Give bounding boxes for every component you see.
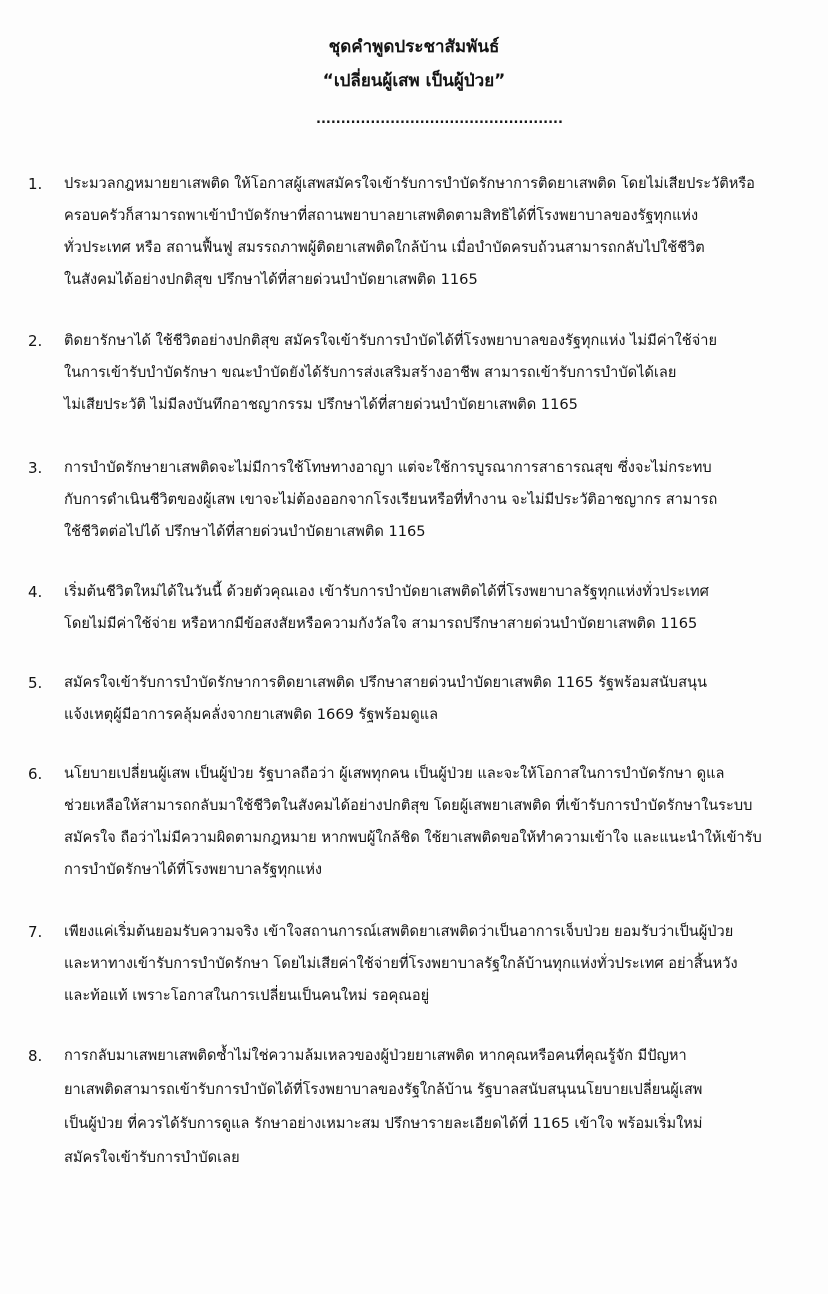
item-line: ประมวลกฎหมายยาเสพติด ให้โอกาสผู้เสพสมัครใจเข้ารับการบำบัดรักษาการติดยาเสพติด โดยไม่เสียประวัติหรือ	[64, 175, 755, 192]
item-line: ทั่วประเทศ หรือ สถานฟื้นฟู สมรรถภาพผู้ติดยาเสพติดใกล้บ้าน เมื่อบำบัดครบถ้วนสามารถกลับไปใช้ชีวิต	[64, 239, 705, 256]
dotted-divider: ..................................................	[316, 112, 563, 127]
title-line-2: “เปลี่ยนผู้เสพ เป็นผู้ป่วย”	[322, 71, 506, 91]
item-number: 3.	[28, 459, 43, 477]
item-text	[64, 452, 806, 548]
item-line: ในการเข้ารับบำบัดรักษา ขณะบำบัดยังได้รับการส่งเสริมสร้างอาชีพ สามารถเข้ารับการบำบัดได้เลย	[64, 364, 677, 381]
item-line: กับการดำเนินชีวิตของผู้เสพ เขาจะไม่ต้องออกจากโรงเรียนหรือที่ทำงาน จะไม่มีประวัติอาชญากร สามารถ	[64, 491, 718, 508]
item-line: แจ้งเหตุผู้มีอาการคลุ้มคลั่งจากยาเสพติด 1669 รัฐพร้อมดูแล	[64, 706, 439, 723]
item-line: การบำบัดรักษาได้ที่โรงพยาบาลรัฐทุกแห่ง	[64, 861, 323, 878]
item-text	[64, 325, 806, 421]
item-line: ไม่เสียประวัติ ไม่มีลงบันทึกอาชญากรรม ปรึกษาได้ที่สายด่วนบำบัดยาเสพติด 1165	[64, 396, 578, 413]
item-line: สมัครใจเข้ารับการบำบัดเลย	[64, 1149, 240, 1166]
item-line: โดยไม่มีค่าใช้จ่าย หรือหากมีข้อสงสัยหรือความกังวัลใจ สามารถปรึกษาสายด่วนบำบัดยาเสพติด 1165	[64, 615, 698, 632]
item-line: ช่วยเหลือให้สามารถกลับมาใช้ชีวิตในสังคมได้อย่างปกติสุข โดยผู้เสพยาเสพติด ที่เข้ารับการบำบัดรักษาในระบบ	[64, 797, 753, 814]
item-line: ในสังคมได้อย่างปกติสุข ปรึกษาได้ที่สายด่วนบำบัดยาเสพติด 1165	[64, 271, 478, 288]
item-line: สมัครใจ ถือว่าไม่มีความผิดตามกฎหมาย หากพบผู้ใกล้ชิด ใช้ยาเสพติดขอให้ทำความเข้าใจ และแนะนำให้เข้ารับ	[64, 829, 762, 846]
item-number: 6.	[28, 765, 43, 783]
item-line: เป็นผู้ป่วย ที่ควรได้รับการดูแล รักษาอย่างเหมาะสม ปรึกษารายละเอียดได้ที่ 1165 เข้าใจ พร้อมเริ่มใหม่	[64, 1115, 703, 1132]
item-line: การกลับมาเสพยาเสพติดซ้ำไม่ใช่ความล้มเหลวของผู้ป่วยยาเสพติด หากคุณหรือคนที่คุณรู้จัก มีปัญหา	[64, 1047, 687, 1064]
item-text	[64, 1039, 806, 1175]
item-line: ติดยารักษาได้ ใช้ชีวิตอย่างปกติสุข สมัครใจเข้ารับการบำบัดได้ที่โรงพยาบาลของรัฐทุกแห่ง ไม่มีค่าใช้จ่าย	[64, 332, 717, 349]
item-line: และหาทางเข้ารับการบำบัดรักษา โดยไม่เสียค่าใช้จ่ายที่โรงพยาบาลรัฐใกล้บ้านทุกแห่งทั่วประเทศ อย่าสิ้นหวัง	[64, 955, 738, 972]
item-line: นโยบายเปลี่ยนผู้เสพ เป็นผู้ป่วย รัฐบาลถือว่า ผู้เสพทุกคน เป็นผู้ป่วย และจะให้โอกาสในการบำบัดรักษา ดูแล	[64, 765, 725, 782]
item-line: ใช้ชีวิตต่อไปได้ ปรึกษาได้ที่สายด่วนบำบัดยาเสพติด 1165	[64, 523, 426, 540]
item-text	[64, 667, 806, 731]
item-line: ครอบครัวก็สามารถพาเข้าบำบัดรักษาที่สถานพยาบาลยาเสพติดตามสิทธิได้ที่โรงพยาบาลของรัฐทุกแห่ง	[64, 207, 699, 224]
item-number: 7.	[28, 923, 43, 941]
item-text	[64, 758, 806, 886]
item-line: เพียงแค่เริ่มต้นยอมรับความจริง เข้าใจสถานการณ์เสพติดยาเสพติดว่าเป็นอาการเจ็บป่วย ยอมรับว่าเป็นผู้ป่วย	[64, 923, 734, 940]
item-number: 8.	[28, 1047, 43, 1065]
item-number: 4.	[28, 583, 43, 601]
item-line: การบำบัดรักษายาเสพติดจะไม่มีการใช้โทษทางอาญา แต่จะใช้การบูรณาการสาธารณสุข ซึ่งจะไม่กระทบ	[64, 459, 712, 476]
item-text	[64, 576, 806, 640]
item-line: เริ่มต้นชีวิตใหม่ได้ในวันนี้ ด้วยตัวคุณเอง เข้ารับการบำบัดยาเสพติดได้ที่โรงพยาบาลรัฐทุกแห่งทั่วประเทศ	[64, 583, 709, 600]
item-number: 5.	[28, 674, 43, 692]
item-number: 2.	[28, 332, 43, 350]
item-number: 1.	[28, 175, 43, 193]
item-line: และท้อแท้ เพราะโอกาสในการเปลี่ยนเป็นคนใหม่ รอคุณอยู่	[64, 987, 430, 1004]
item-text	[64, 916, 806, 1012]
item-line: ยาเสพติดสามารถเข้ารับการบำบัดได้ที่โรงพยาบาลของรัฐใกล้บ้าน รัฐบาลสนับสนุนนโยบายเปลี่ยนผู้เสพ	[64, 1081, 703, 1098]
item-line: สมัครใจเข้ารับการบำบัดรักษาการติดยาเสพติด ปรึกษาสายด่วนบำบัดยาเสพติด 1165 รัฐพร้อมสนับสนุน	[64, 674, 707, 691]
item-text	[64, 168, 806, 296]
title-line-1: ชุดคำพูดประชาสัมพันธ์	[328, 37, 500, 57]
